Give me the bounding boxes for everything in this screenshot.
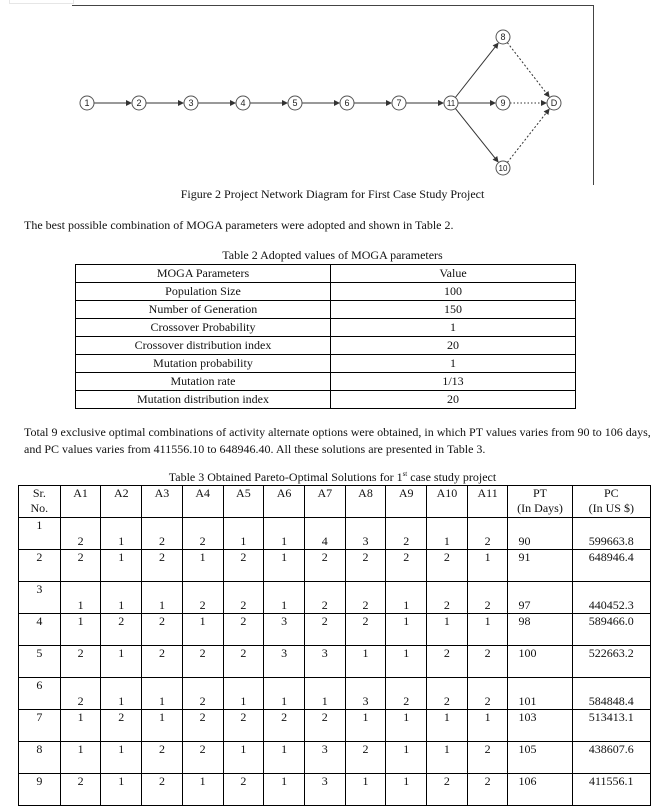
table-row [19,518,651,550]
header-activity-a6: A6 [264,486,305,518]
table-header-row [76,265,576,283]
cell-sr-no: 4 [19,614,61,646]
cell-a10: 2 [427,774,468,806]
parameter-name: Crossover distribution index [76,337,331,355]
cell-pc: 411556.1 [572,774,650,806]
svg-text:11: 11 [446,99,456,109]
cell-a2: 2 [101,614,142,646]
paragraph-results-summary: Total 9 exclusive optimal combinations of activity alternate options were obtained, in which PT values varies from 90 to 106 days, and PC values varies from 411556.10 to 648946.40. All these solutions are presented in Table 3. [24,425,651,456]
cell-sr-no: 9 [19,774,61,806]
cell-a1: 2 [60,518,101,550]
cell-a3: 1 [142,582,183,614]
cell-a6: 1 [264,518,305,550]
cell-a9: 1 [386,742,427,774]
cell-a7: 3 [304,742,345,774]
cell-a2: 2 [101,710,142,742]
cell-a6: 1 [264,582,305,614]
node-10 [496,161,510,175]
cell-a8: 2 [345,550,386,582]
cell-a7: 3 [304,646,345,678]
cell-sr-no: 2 [19,550,61,582]
cell-pt: 106 [508,774,572,806]
cell-a9: 1 [386,710,427,742]
cell-pt: 98 [508,614,572,646]
cell-a3: 2 [142,550,183,582]
cell-a5: 2 [223,582,264,614]
cell-a9: 1 [386,582,427,614]
svg-text:5: 5 [292,98,298,109]
cell-pc: 648946.4 [572,550,650,582]
cell-a11: 2 [467,742,508,774]
node-1 [80,96,94,110]
cell-a2: 1 [101,550,142,582]
cell-a8: 2 [345,614,386,646]
header-activity-a8: A8 [345,486,386,518]
cell-a10: 2 [427,678,468,710]
pareto-solutions-table [18,485,651,806]
header-activity-a4: A4 [182,486,223,518]
cell-a10: 2 [427,646,468,678]
cell-a2: 1 [101,518,142,550]
cell-a4: 2 [182,742,223,774]
cell-a2: 1 [101,678,142,710]
table-row [76,355,576,373]
header-activity-a11: A11 [467,486,508,518]
cell-a5: 2 [223,710,264,742]
cell-a2: 1 [101,742,142,774]
cell-pc: 513413.1 [572,710,650,742]
svg-text:9: 9 [500,98,506,109]
cell-a4: 2 [182,646,223,678]
cell-a10: 1 [427,742,468,774]
cell-a5: 1 [223,518,264,550]
cell-sr-no: 5 [19,646,61,678]
cell-a9: 2 [386,550,427,582]
cell-sr-no: 1 [19,518,61,550]
cell-a8: 1 [345,774,386,806]
header-activity-a7: A7 [304,486,345,518]
cell-a11: 2 [467,678,508,710]
cell-a5: 2 [223,550,264,582]
svg-text:4: 4 [240,98,246,109]
cell-a4: 2 [182,710,223,742]
svg-text:8: 8 [500,32,506,43]
table-row [76,319,576,337]
table3-caption: Table 3 Obtained Pareto-Optimal Solutions for 1st case study project [168,470,497,484]
cell-a6: 1 [264,678,305,710]
cell-pt: 91 [508,550,572,582]
edge-10-to-D [507,109,549,162]
cell-a3: 2 [142,518,183,550]
cell-a6: 3 [264,614,305,646]
header-sr-no: Sr. No. [19,486,61,518]
parameter-value: 1 [331,319,576,337]
cell-a7: 4 [304,518,345,550]
cell-a11: 2 [467,582,508,614]
cell-a6: 1 [264,742,305,774]
cell-a3: 2 [142,646,183,678]
cell-a5: 1 [223,742,264,774]
node-3 [184,96,198,110]
parameter-name: Mutation distribution index [76,391,331,409]
cell-a1: 1 [60,742,101,774]
node-11 [444,96,458,110]
cell-sr-no: 7 [19,710,61,742]
cell-a7: 2 [304,710,345,742]
cell-a10: 2 [427,582,468,614]
node-D [547,96,561,110]
parameter-value: 1 [331,355,576,373]
cell-a4: 1 [182,614,223,646]
project-network-diagram [0,0,665,190]
cell-pt: 90 [508,518,572,550]
cell-a9: 1 [386,614,427,646]
cell-a5: 2 [223,614,264,646]
table-row [19,550,651,582]
cell-a7: 2 [304,614,345,646]
edge-11-to-8 [455,43,498,97]
cell-a4: 2 [182,678,223,710]
header-activity-a9: A9 [386,486,427,518]
cell-pt: 97 [508,582,572,614]
cell-a11: 2 [467,774,508,806]
header-activity-a2: A2 [101,486,142,518]
cell-a4: 2 [182,582,223,614]
cell-sr-no: 3 [19,582,61,614]
parameter-value: 20 [331,391,576,409]
cell-a9: 2 [386,678,427,710]
cell-a4: 2 [182,518,223,550]
cell-a11: 1 [467,550,508,582]
cell-a11: 2 [467,646,508,678]
cell-a8: 3 [345,518,386,550]
parameter-name: Mutation rate [76,373,331,391]
header-activity-a5: A5 [223,486,264,518]
cell-a5: 2 [223,774,264,806]
cell-a8: 2 [345,742,386,774]
cell-a10: 2 [427,550,468,582]
cell-a7: 1 [304,678,345,710]
parameter-value: 1/13 [331,373,576,391]
cell-a8: 3 [345,678,386,710]
svg-text:1: 1 [84,98,90,109]
svg-text:6: 6 [344,98,350,109]
parameter-name: Population Size [76,283,331,301]
cell-a4: 1 [182,550,223,582]
cell-a5: 1 [223,678,264,710]
cell-a6: 3 [264,646,305,678]
cell-a4: 1 [182,774,223,806]
node-2 [132,96,146,110]
paragraph-moga-intro: The best possible combination of MOGA parameters were adopted and shown in Table 2. [24,218,454,232]
table-row [19,646,651,678]
svg-text:D: D [550,98,558,109]
node-4 [236,96,250,110]
parameter-name: Number of Generation [76,301,331,319]
moga-parameters-table [75,264,576,409]
cell-pc: 589466.0 [572,614,650,646]
cell-a3: 2 [142,614,183,646]
cell-a7: 3 [304,774,345,806]
header-cell: MOGA Parameters [76,265,331,283]
node-8 [496,30,510,44]
cell-pc: 438607.6 [572,742,650,774]
cell-a11: 1 [467,614,508,646]
cell-a1: 2 [60,646,101,678]
cell-sr-no: 6 [19,678,61,710]
cell-pc: 440452.3 [572,582,650,614]
cell-a5: 2 [223,646,264,678]
cell-a7: 2 [304,550,345,582]
cell-pc: 522663.2 [572,646,650,678]
table-row [19,774,651,806]
header-cell: Value [331,265,576,283]
parameter-value: 100 [331,283,576,301]
table-row [76,283,576,301]
svg-text:10: 10 [498,164,508,174]
parameter-value: 150 [331,301,576,319]
table-row [19,678,651,710]
cell-a3: 1 [142,710,183,742]
cell-pt: 105 [508,742,572,774]
table-row [76,337,576,355]
table-row [76,301,576,319]
cell-pt: 101 [508,678,572,710]
cell-a6: 2 [264,710,305,742]
cell-a10: 1 [427,614,468,646]
parameter-name: Mutation probability [76,355,331,373]
cell-pc: 599663.8 [572,518,650,550]
cell-a1: 2 [60,550,101,582]
cell-a10: 1 [427,710,468,742]
edge-11-to-10 [455,108,498,161]
cell-a3: 1 [142,678,183,710]
header-pt: PT (In Days) [508,486,572,518]
svg-text:3: 3 [188,98,194,109]
table-row [76,373,576,391]
table-row [19,582,651,614]
cell-a2: 1 [101,582,142,614]
table2-caption: Table 2 Adopted values of MOGA parameters [222,248,443,262]
edge-8-to-D [507,43,549,97]
header-activity-a1: A1 [60,486,101,518]
parameter-value: 20 [331,337,576,355]
cell-a8: 1 [345,710,386,742]
cell-a1: 1 [60,710,101,742]
cell-a11: 1 [467,710,508,742]
cell-a9: 1 [386,774,427,806]
cell-pt: 100 [508,646,572,678]
cell-pc: 584848.4 [572,678,650,710]
cell-a7: 2 [304,582,345,614]
cell-a1: 1 [60,582,101,614]
cell-sr-no: 8 [19,742,61,774]
cell-a3: 2 [142,742,183,774]
header-pc: PC (In US $) [572,486,650,518]
node-6 [340,96,354,110]
cell-a8: 1 [345,646,386,678]
cell-a2: 1 [101,774,142,806]
cell-a1: 1 [60,614,101,646]
cell-a8: 2 [345,582,386,614]
figure-caption: Figure 2 Project Network Diagram for First Case Study Project [180,187,485,201]
table-row [76,391,576,409]
cell-a11: 2 [467,518,508,550]
node-7 [392,96,406,110]
table-row [19,614,651,646]
svg-text:2: 2 [136,98,142,109]
table-header-row [19,486,651,518]
cell-pt: 103 [508,710,572,742]
table-row [19,710,651,742]
cell-a9: 2 [386,518,427,550]
cell-a9: 1 [386,646,427,678]
table-row [19,742,651,774]
cell-a6: 1 [264,550,305,582]
cell-a1: 2 [60,678,101,710]
node-9 [496,96,510,110]
cell-a1: 2 [60,774,101,806]
cell-a2: 1 [101,646,142,678]
parameter-name: Crossover Probability [76,319,331,337]
svg-text:7: 7 [396,98,402,109]
header-activity-a10: A10 [427,486,468,518]
cell-a6: 1 [264,774,305,806]
node-5 [288,96,302,110]
cell-a3: 2 [142,774,183,806]
cell-a10: 1 [427,518,468,550]
header-activity-a3: A3 [142,486,183,518]
